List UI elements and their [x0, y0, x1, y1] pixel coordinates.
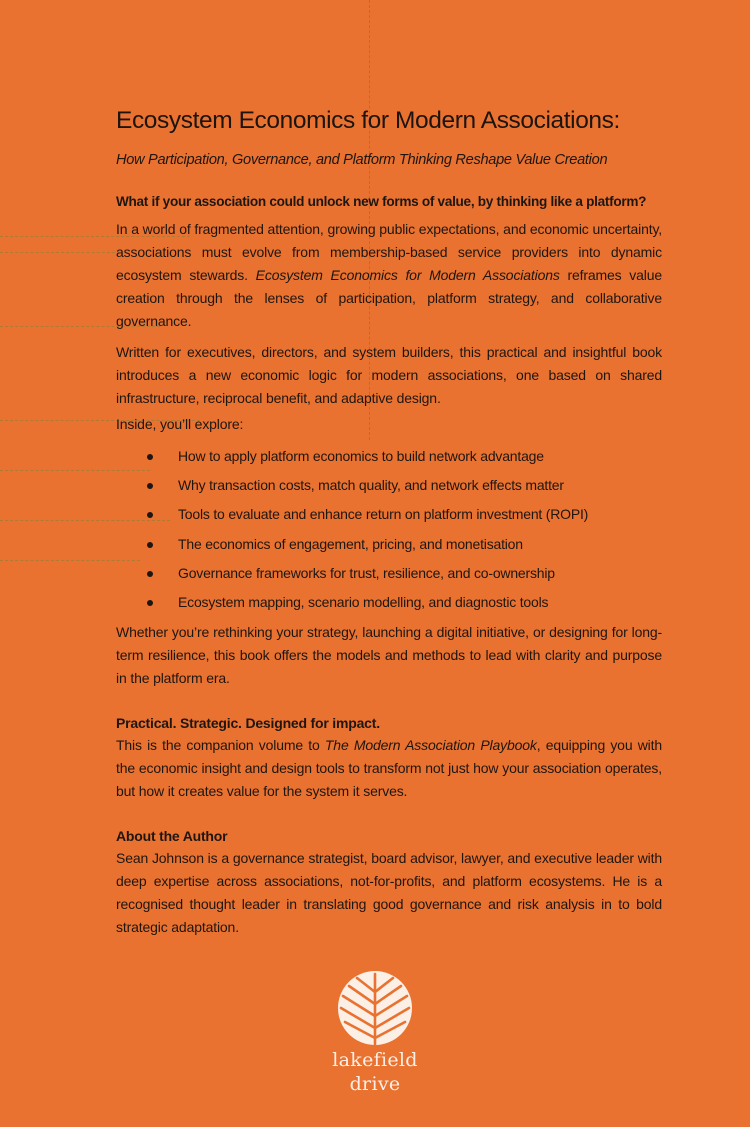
- bullet-icon: [147, 512, 153, 518]
- bullet-icon: [147, 454, 153, 460]
- back-cover-text: [116, 104, 662, 939]
- publisher-name-line1: lakefield: [332, 1049, 418, 1071]
- bullet-icon: [147, 483, 153, 489]
- executives-paragraph: Written for executives, directors, and system builders, this practical and insightful book introduces a new economic logic for modern associations, one based on shared infrastructure, reciprocal benefit, and adaptive design.: [116, 344, 662, 406]
- author-bio: Sean Johnson is a governance strategist, board advisor, lawyer, and executive leader with deep expertise across associations, not-for-profits, and platform ecosystems. He is a recognised thought leader in translating good governance and risk analysis in to bold strategic adaptation.: [116, 850, 662, 936]
- publisher-logo: [0, 970, 750, 1094]
- list-item: [116, 588, 662, 617]
- closing-paragraph: Whether you’re rethinking your strategy, launching a digital initiative, or designing for long-term resilience, this book offers the models and methods to lead with clarity and purpose in the platform era.: [116, 624, 662, 687]
- list-item-text: Ecosystem mapping, scenario modelling, and diagnostic tools: [178, 594, 549, 611]
- intro-paragraph: [116, 218, 662, 333]
- intro-text-end: reframes value creation through the lenses of participation, platform strategy, and collaborative governance.: [116, 267, 663, 329]
- list-item-text: The economics of engagement, pricing, and monetisation: [178, 535, 523, 552]
- list-item: [116, 530, 662, 559]
- list-item: [116, 559, 662, 588]
- explore-list: [116, 442, 662, 617]
- layout-guide-horizontal: [0, 252, 120, 253]
- bullet-icon: [147, 600, 153, 606]
- publisher-name-line2: drive: [349, 1073, 401, 1095]
- bullet-icon: [147, 542, 153, 548]
- explore-label: Inside, you’ll explore:: [116, 416, 244, 432]
- intro-text-start: In a world of fragmented attention, growing public expectations, and economic uncertainty, associations must evolve from membership-based service providers into dynamic ecosystem stewards.: [116, 221, 662, 283]
- list-item: [116, 442, 662, 471]
- bullet-icon: [147, 571, 153, 577]
- list-item-text: Tools to evaluate and enhance return on platform investment (ROPI): [178, 506, 589, 523]
- companion-text-start: This is the companion volume to: [116, 737, 325, 754]
- book-subtitle: How Participation, Governance, and Platform Thinking Reshape Value Creation: [116, 152, 608, 168]
- companion-paragraph: [116, 734, 662, 803]
- list-item-text: How to apply platform economics to build network advantage: [178, 448, 544, 464]
- author-heading: About the Author: [116, 828, 228, 845]
- list-item: [116, 500, 662, 529]
- companion-text-end: , equipping you with the economic insight and design tools to transform not just how your association operates, but how it creates value for the system it serves.: [116, 737, 662, 800]
- list-item: [116, 471, 662, 500]
- list-item-text: Governance frameworks for trust, resilience, and co-ownership: [178, 564, 555, 581]
- lead-question: What if your association could unlock new forms of value, by thinking like a platform?: [116, 194, 647, 209]
- companion-book-title: The Modern Association Playbook: [324, 737, 537, 754]
- book-title: Ecosystem Economics for Modern Associations:: [116, 107, 620, 134]
- intro-book-title: Ecosystem Economics for Modern Associations: [255, 267, 560, 283]
- practical-heading: Practical. Strategic. Designed for impact.: [116, 715, 380, 732]
- list-item-text: Why transaction costs, match quality, and network effects matter: [178, 477, 564, 494]
- leaf-circle-icon: [337, 970, 413, 1046]
